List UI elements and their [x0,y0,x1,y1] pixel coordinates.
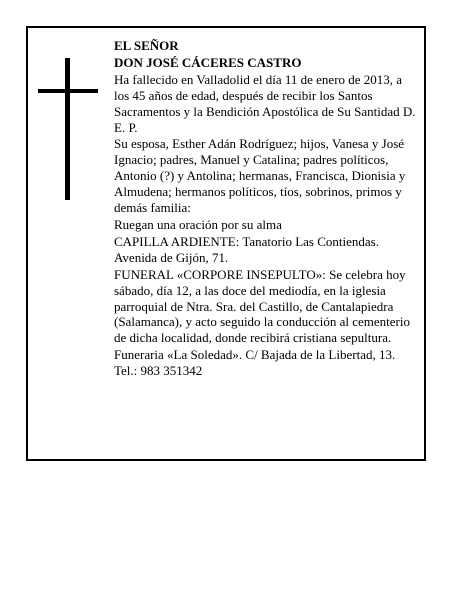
prayer-request: Ruegan una oración por su alma [114,216,282,232]
cross-icon [38,58,98,200]
deceased-name: DON JOSÉ CÁCERES CASTRO [114,54,302,70]
death-announcement: Ha fallecido en Valladolid el día 11 de enero de 2013, a los 45 años de edad, después de recibir los Santos Sacramentos y la Bendición Apostólica de Su Santidad D. E. P. [114,71,416,135]
cross-horizontal-bar [38,89,98,93]
obituary-notice [26,26,426,461]
funeral-home-info: Funeraria «La Soledad». C/ Bajada de la Libertad, 13. Tel.: 983 351342 [114,347,396,379]
family-list: Su esposa, Esther Adán Rodríguez; hijos, Vanesa y José Ignacio; padres, Manuel y Catalina; padres políticos, Antonio (?) y Antolina; hermanas, Francisca, Dionisia y Almudena; hermanos políticos, tíos, sobrinos, primos y demás familia: [114,136,406,216]
cross-vertical-bar [65,58,70,200]
notice-text [114,38,420,380]
funeral-info: FUNERAL «CORPORE INSEPULTO»: Se celebra hoy sábado, día 12, a las doce del mediodía, en la iglesia parroquial de Ntra. Sra. del Castillo, de Cantalapiedra (Salamanca), y acto seguido la conducción al cementerio de dicha localidad, donde recibirá cristiana sepultura. [114,266,410,346]
notice-heading: EL SEÑOR [114,38,179,53]
chapel-info: CAPILLA ARDIENTE: Tanatorio Las Contiendas. Avenida de Gijón, 71. [114,233,379,265]
